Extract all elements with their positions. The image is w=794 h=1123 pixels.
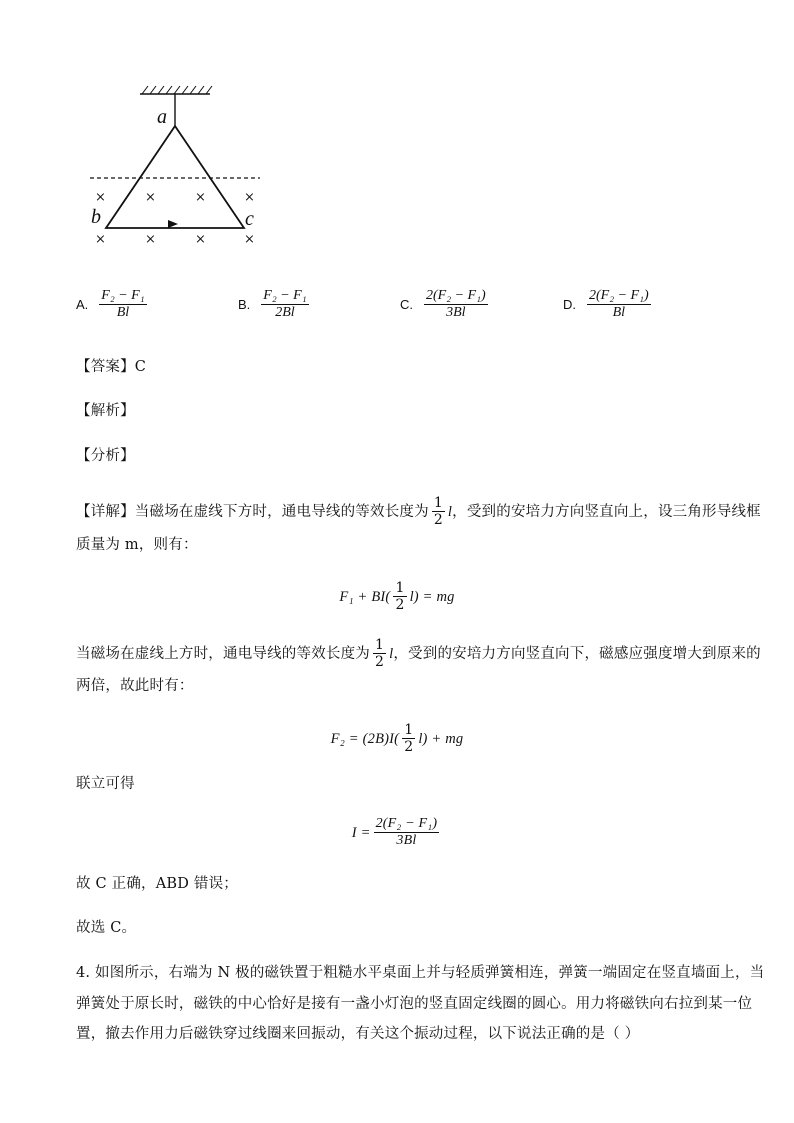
equation-2: F₂ = (2B)I( $\frac{1}{2}$ l) + mg (330, 722, 464, 755)
option-a[interactable]: A. $\frac{\text{F₂ − F₁}}{Bl}$ (76, 288, 145, 320)
field-cross: × (244, 232, 255, 247)
vertex-label-c: c (245, 208, 254, 230)
detail-line-4: 两倍，故此时有： (76, 678, 194, 694)
option-b[interactable]: B. $\frac{\text{F₂ − F₁}}{2Bl}$ (238, 288, 307, 320)
field-cross: × (195, 232, 206, 247)
field-cross: × (145, 190, 156, 205)
field-cross: × (95, 232, 106, 247)
detail-line-1: 【详解】当磁场在虚线下方时，通电导线的等效长度为 $\frac{1}{2}$ l ，受到的安培力方向竖直向上，设三角形导线框 (76, 495, 761, 528)
detail-line-7: 故选 C。 (76, 920, 137, 936)
fenxi-heading: 【分析】 (76, 448, 135, 464)
equation-1: F₁ + BI( $\frac{1}{2}$ l) = mg (339, 580, 455, 613)
equation-3: I = $\frac{\text{2(F₂ − F₁)}}{3Bl}$ (351, 816, 438, 848)
question4-line-1: 4. 如图所示，右端为 N 极的磁铁置于粗糙水平桌面上并与轻质弹簧相连，弹簧一端固定在竖直墙面上，当 (76, 965, 765, 981)
detail-line-2: 质量为 m，则有： (76, 537, 198, 553)
option-c[interactable]: C. $\frac{\text{2(F₂ − F₁)}}{3Bl}$ (400, 288, 486, 320)
vertex-label-a: a (157, 106, 167, 128)
detail-line-3: 当磁场在虚线上方时，通电导线的等效长度为 $\frac{1}{2}$ l ，受到的安培力方向竖直向下，磁感应强度增大到原来的 (76, 637, 761, 670)
answer-line: 【答案】C (76, 359, 147, 375)
option-d[interactable]: D. $\frac{\text{2(F₂ − F₁)}}{Bl}$ (563, 288, 649, 320)
field-cross: × (244, 190, 255, 205)
vertex-label-b: b (91, 206, 101, 228)
current-arrow-icon (168, 220, 178, 228)
detail-line-5: 联立可得 (76, 776, 135, 792)
question4-line-2: 弹簧处于原长时，磁铁的中心恰好是接有一盏小灯泡的竖直固定线圈的圆心。用力将磁铁向右拉到某一位 (76, 996, 753, 1012)
detail-line-6: 故 C 正确，ABD 错误； (76, 876, 238, 892)
question4-line-3: 置，撤去作用力后磁铁穿过线圈来回振动，有关这个振动过程，以下说法正确的是（ ） (76, 1026, 640, 1042)
analysis-heading: 【解析】 (76, 403, 135, 419)
field-cross: × (145, 232, 156, 247)
field-cross: × (95, 190, 106, 205)
field-cross: × (195, 190, 206, 205)
